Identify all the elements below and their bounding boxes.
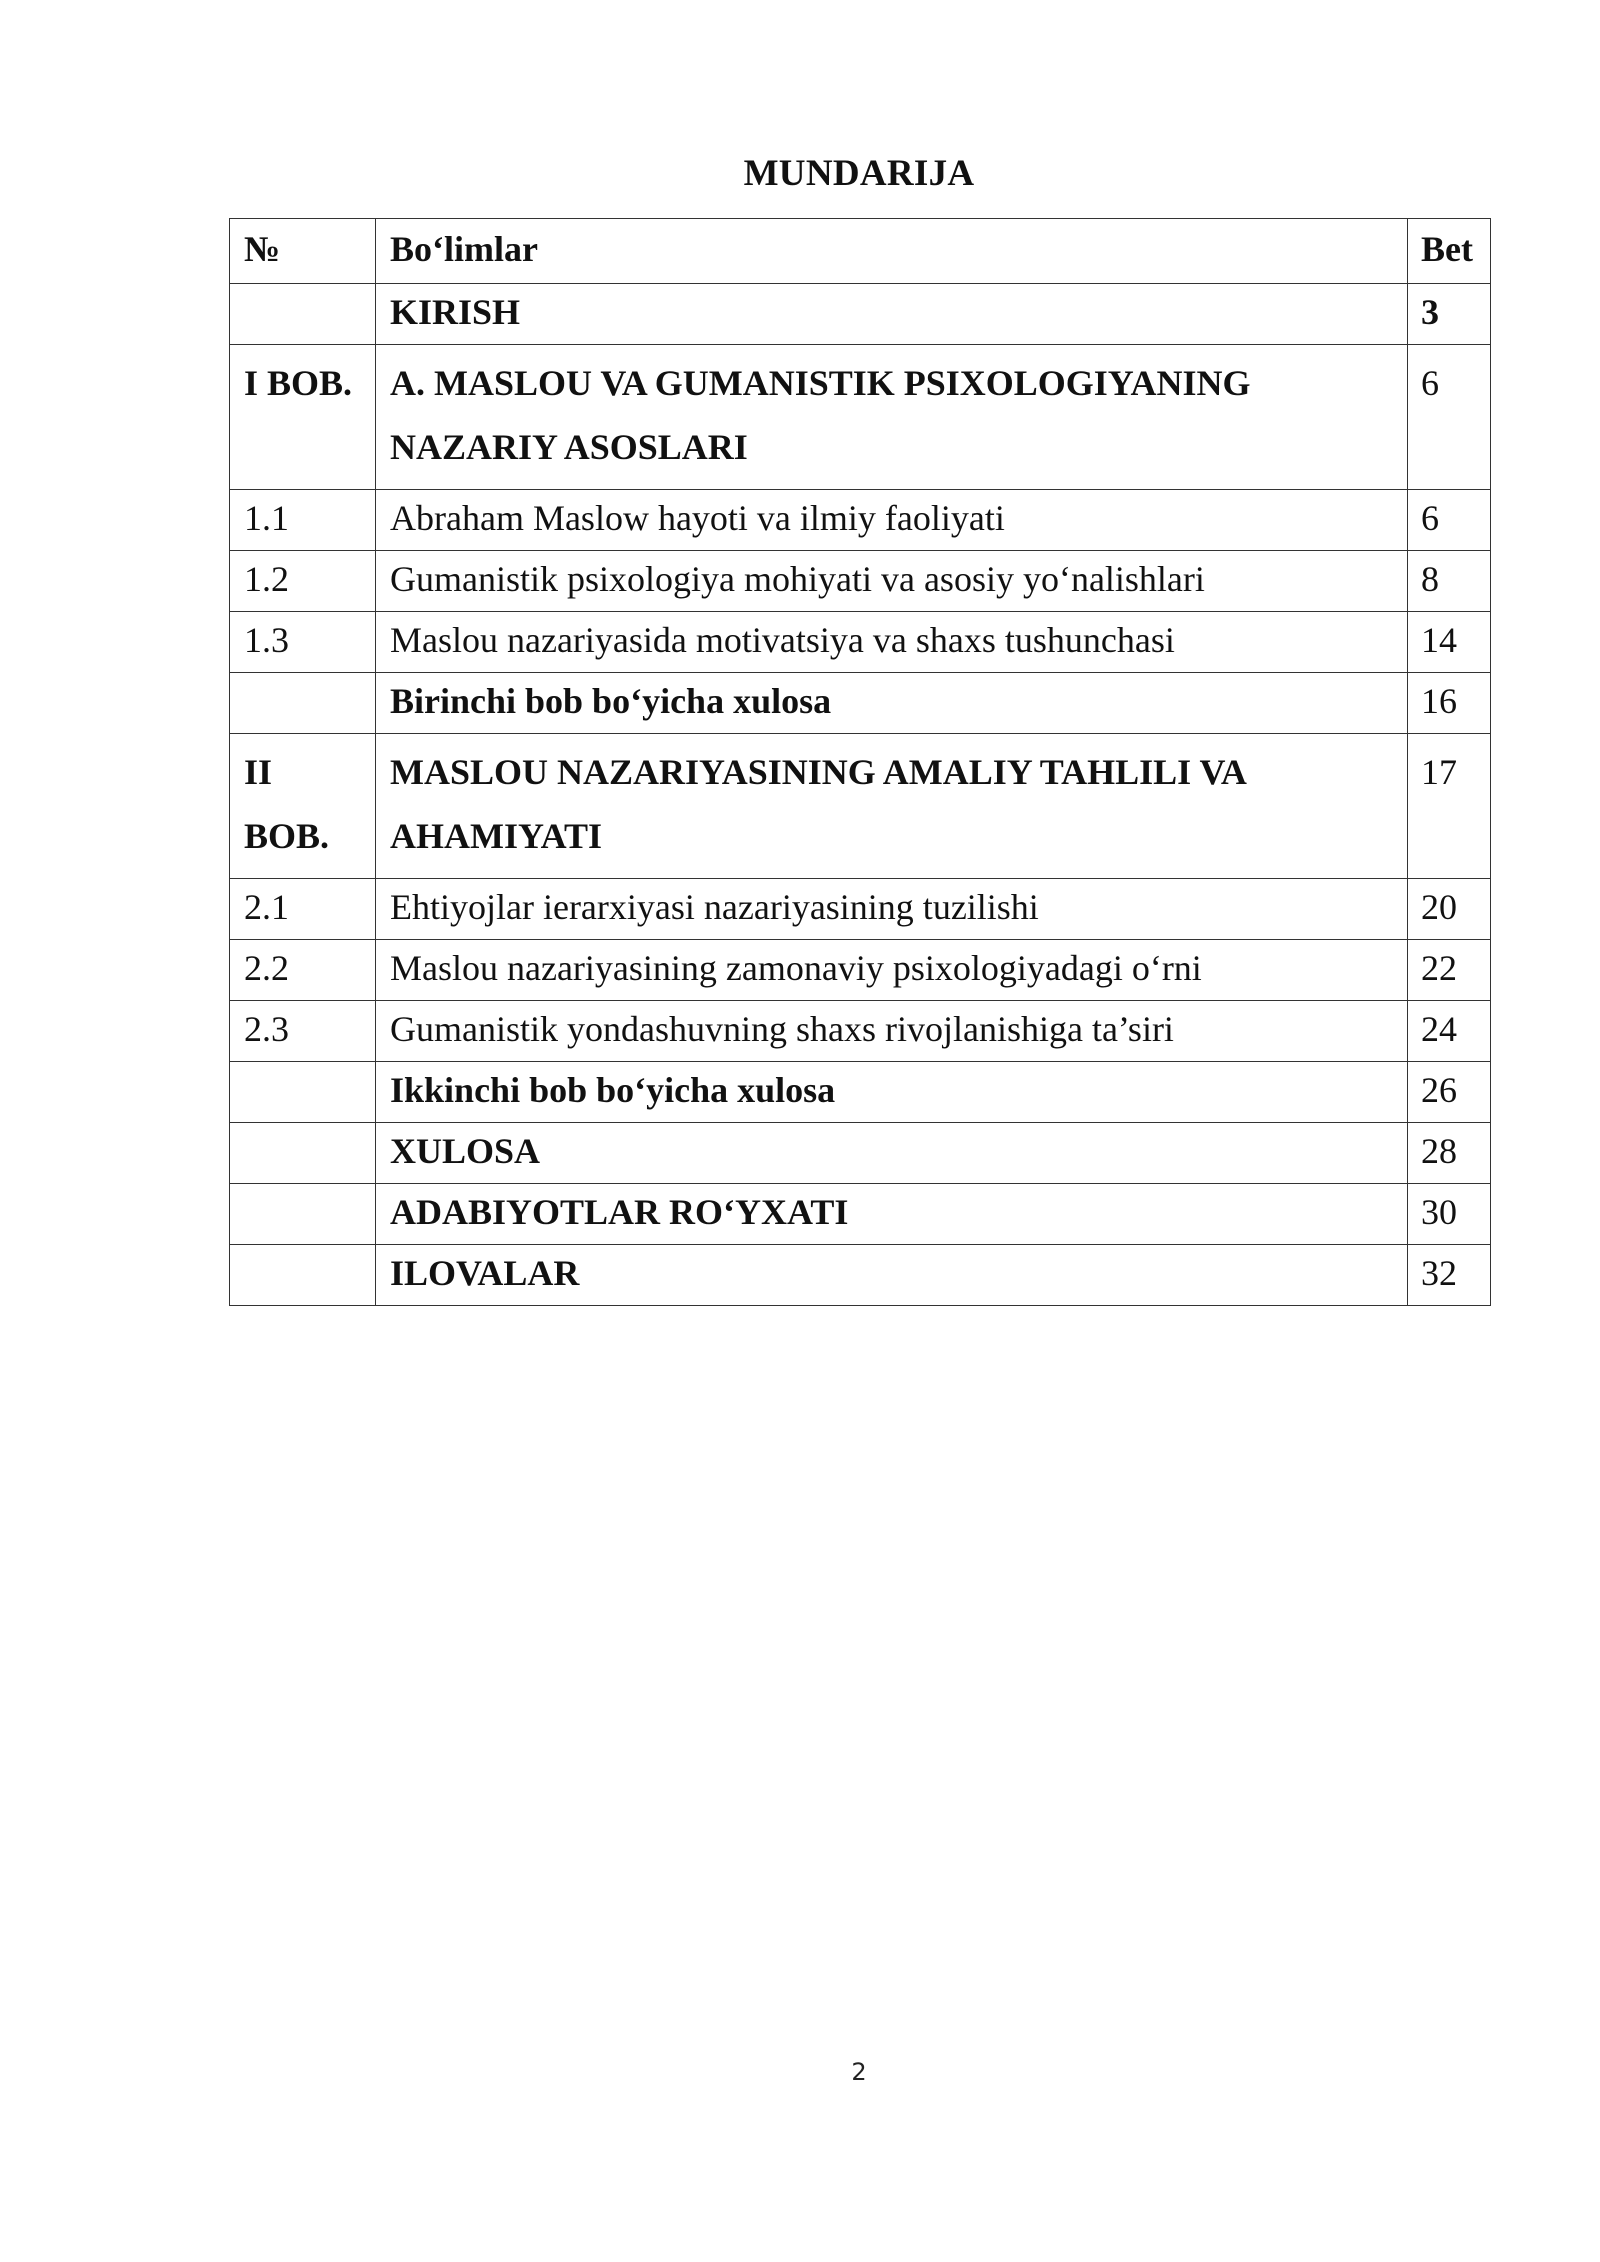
toc-row-chapter-2: [230, 734, 1491, 879]
toc-row-section: Gumanistik yondashuvning shaxs rivojlanishiga ta’siri: [376, 1001, 1408, 1062]
toc-row-number: 2.2: [230, 940, 376, 1001]
toc-row-page: 22: [1408, 940, 1491, 1001]
toc-row-section: Gumanistik psixologiya mohiyati va asosiy yo‘nalishlari: [376, 551, 1408, 612]
toc-row-section: MASLOU NAZARIYASINING AMALIY TAHLILI VA AHAMIYATI: [376, 734, 1408, 879]
page-title: MUNDARIJA: [743, 153, 975, 194]
column-header-sections: Bo‘limlar: [376, 219, 1408, 284]
toc-row-page: 24: [1408, 1001, 1491, 1062]
column-header-number: №: [230, 219, 376, 284]
toc-row-page: 17: [1408, 734, 1491, 879]
toc-row-chapter-2-summary: [230, 1062, 1491, 1123]
toc-row-section: Abraham Maslow hayoti va ilmiy faoliyati: [376, 490, 1408, 551]
toc-row-page: 16: [1408, 673, 1491, 734]
toc-row-section: Ikkinchi bob bo‘yicha xulosa: [376, 1062, 1408, 1123]
toc-row-number: [230, 673, 376, 734]
toc-row-1-1: [230, 490, 1491, 551]
toc-row-number: 2.3: [230, 1001, 376, 1062]
toc-row-number: [230, 1123, 376, 1184]
toc-row-section: Maslou nazariyasida motivatsiya va shaxs tushunchasi: [376, 612, 1408, 673]
toc-row-2-3: [230, 1001, 1491, 1062]
toc-row-2-2: [230, 940, 1491, 1001]
toc-row-xulosa: [230, 1123, 1491, 1184]
toc-row-ilovalar: [230, 1245, 1491, 1306]
table-header-row: [230, 219, 1491, 284]
toc-row-section: A. MASLOU VA GUMANISTIK PSIXOLOGIYANING NAZARIY ASOSLARI: [376, 345, 1408, 490]
toc-row-1-3: [230, 612, 1491, 673]
toc-row-section: Birinchi bob bo‘yicha xulosa: [376, 673, 1408, 734]
toc-row-page: 6: [1408, 345, 1491, 490]
toc-row-section: KIRISH: [376, 284, 1408, 345]
toc-row-page: 3: [1408, 284, 1491, 345]
toc-row-page: 14: [1408, 612, 1491, 673]
toc-row-1-2: [230, 551, 1491, 612]
toc-row-page: 32: [1408, 1245, 1491, 1306]
toc-row-2-1: [230, 879, 1491, 940]
toc-row-page: 8: [1408, 551, 1491, 612]
toc-row-number: 2.1: [230, 879, 376, 940]
toc-row-number: 1.3: [230, 612, 376, 673]
toc-row-number: [230, 284, 376, 345]
toc-row-page: 6: [1408, 490, 1491, 551]
toc-row-number: 1.2: [230, 551, 376, 612]
toc-row-kirish: [230, 284, 1491, 345]
toc-row-section: Ehtiyojlar ierarxiyasi nazariyasining tuzilishi: [376, 879, 1408, 940]
toc-row-page: 28: [1408, 1123, 1491, 1184]
toc-row-page: 30: [1408, 1184, 1491, 1245]
page-number: 2: [851, 2058, 867, 2086]
toc-row-number: [230, 1062, 376, 1123]
toc-row-chapter-1: [230, 345, 1491, 490]
toc-row-number: I BOB.: [230, 345, 376, 490]
toc-row-section: Maslou nazariyasining zamonaviy psixologiyadagi o‘rni: [376, 940, 1408, 1001]
toc-row-number: 1.1: [230, 490, 376, 551]
toc-row-section: ADABIYOTLAR RO‘YXATI: [376, 1184, 1408, 1245]
toc-row-number: [230, 1245, 376, 1306]
toc-row-section: ILOVALAR: [376, 1245, 1408, 1306]
table-of-contents: [229, 218, 1491, 1306]
column-header-page: Bet: [1408, 219, 1491, 284]
toc-row-number: II BOB.: [230, 734, 376, 879]
toc-row-page: 20: [1408, 879, 1491, 940]
toc-row-adabiyotlar: [230, 1184, 1491, 1245]
toc-row-section: XULOSA: [376, 1123, 1408, 1184]
toc-row-page: 26: [1408, 1062, 1491, 1123]
toc-row-number: [230, 1184, 376, 1245]
toc-row-chapter-1-summary: [230, 673, 1491, 734]
